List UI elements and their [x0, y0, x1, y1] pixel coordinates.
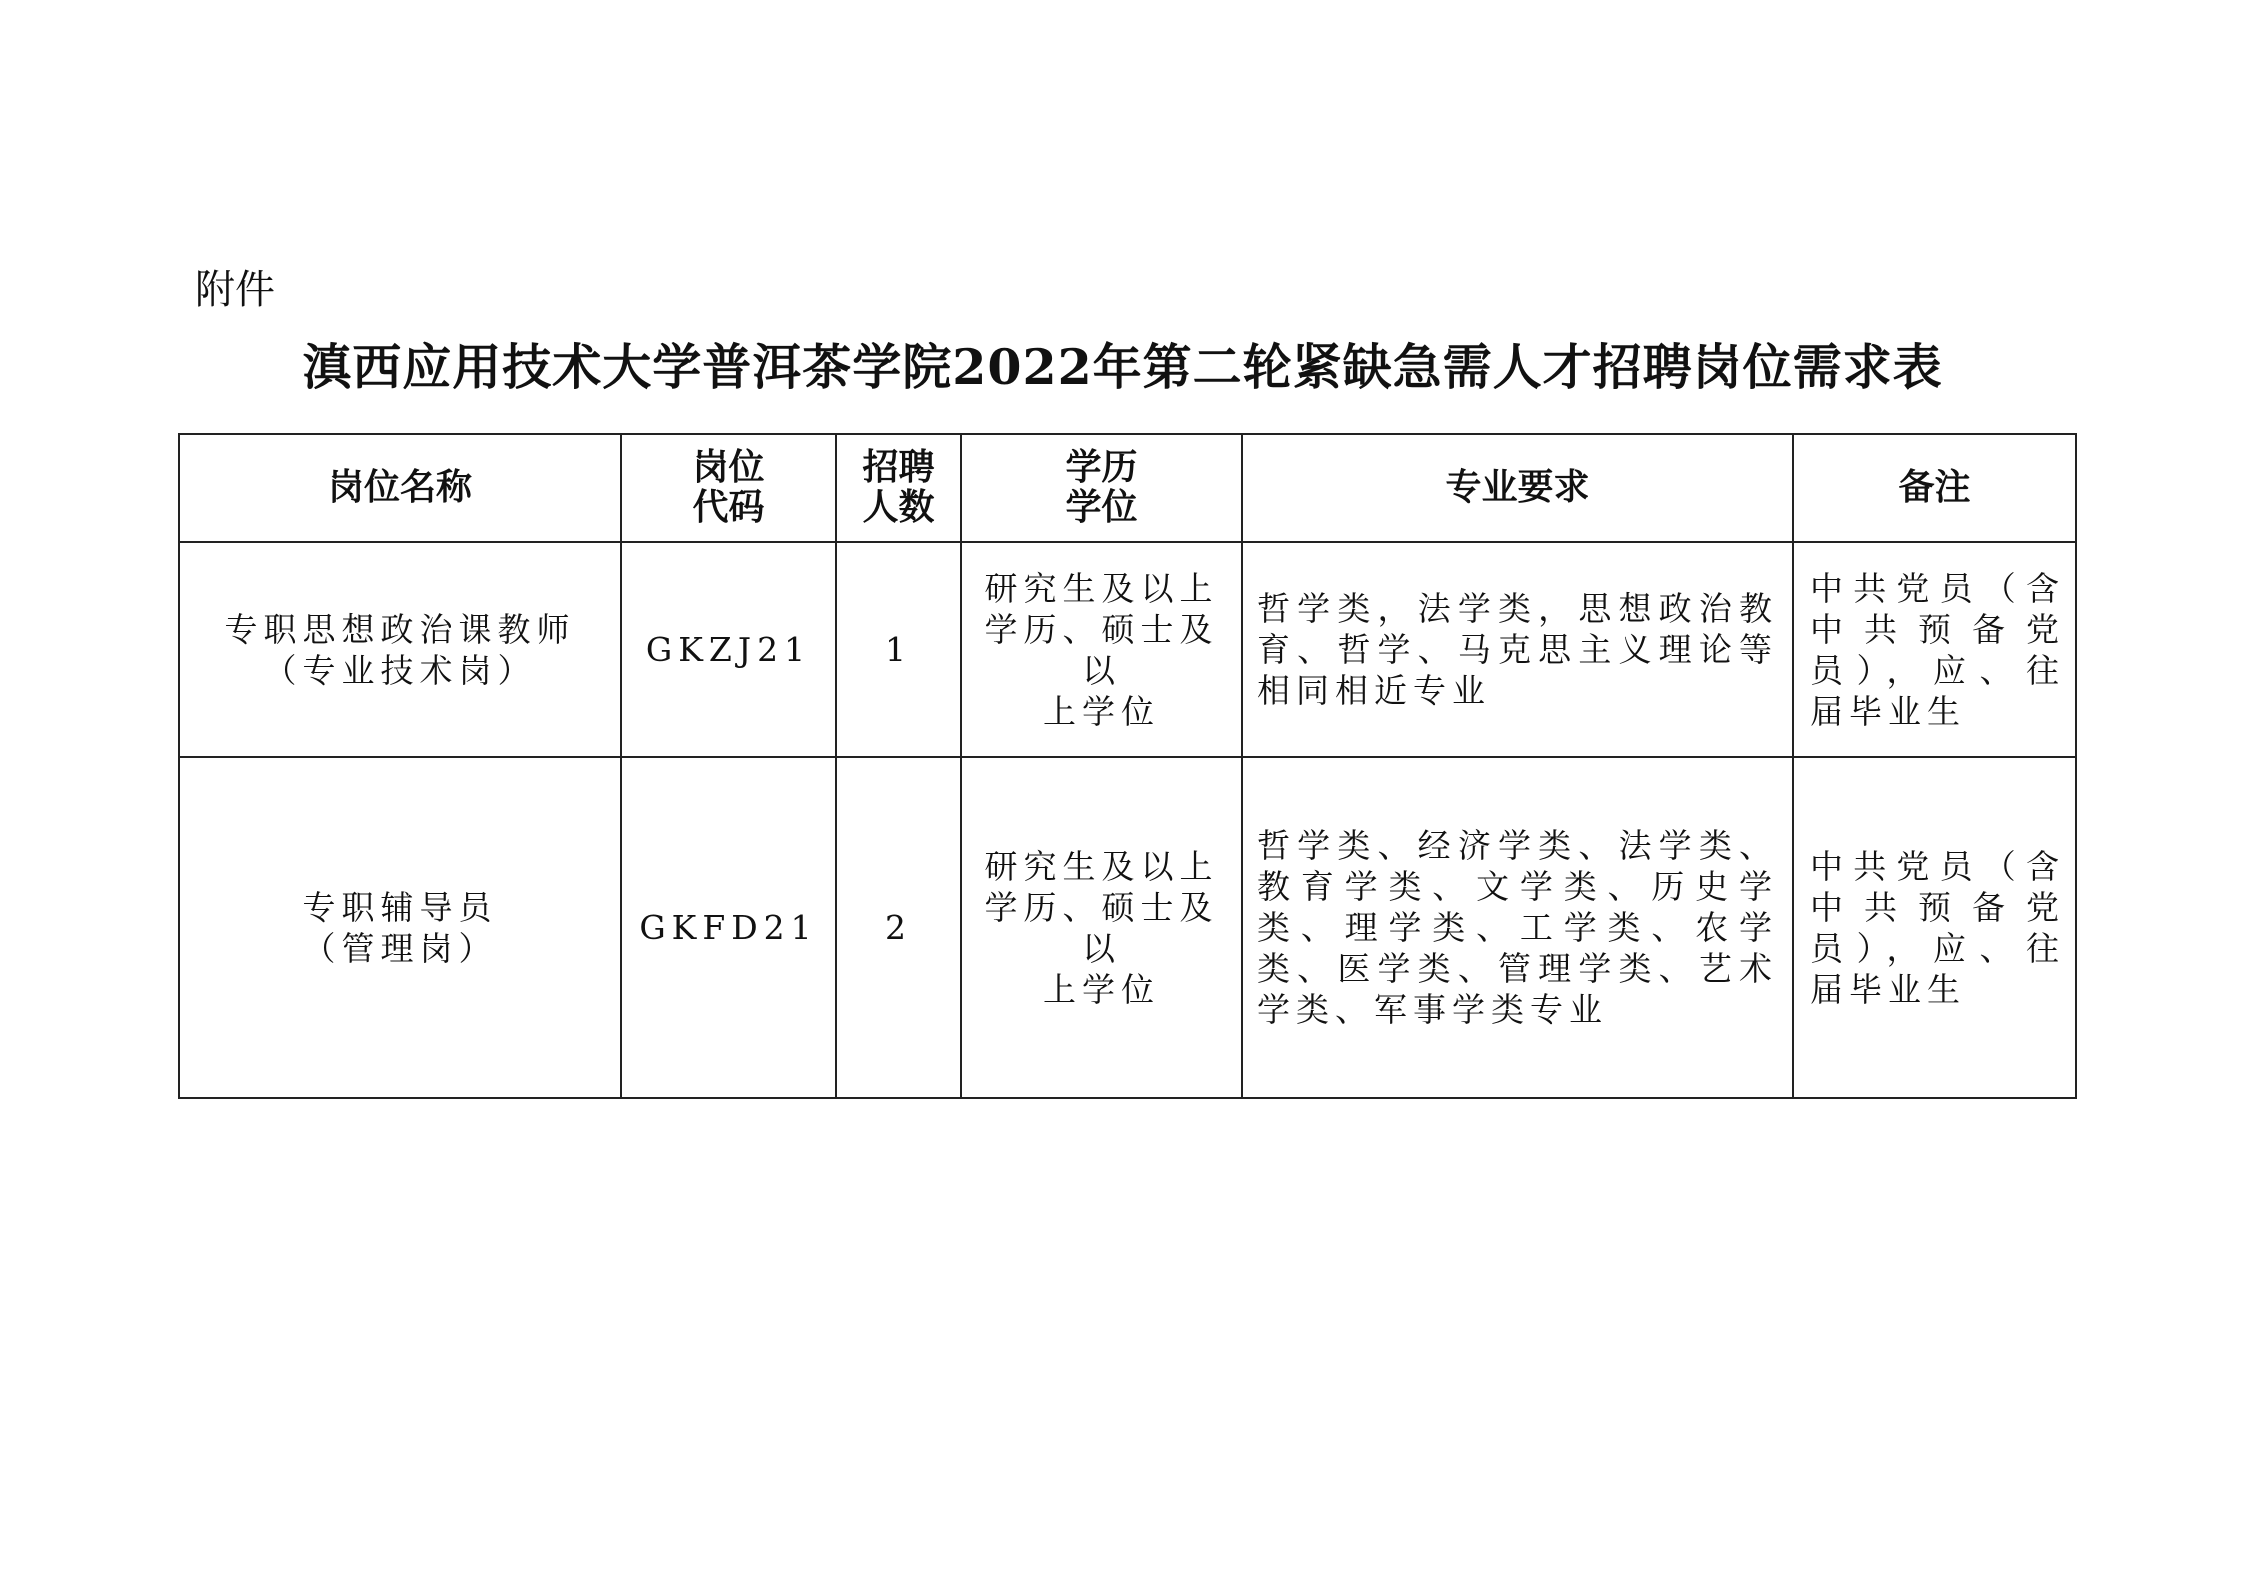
cell-major-requirements: 哲学类，法学类，思想政治教育、哲学、马克思主义理论等相同相近专业	[1242, 542, 1793, 757]
education-line-2: 学历、硕士及以	[984, 887, 1219, 968]
education-line-1: 研究生及以上	[984, 846, 1219, 886]
cell-education	[961, 757, 1242, 1098]
header-education-line-2: 学位	[1065, 487, 1138, 528]
header-education-degree	[961, 434, 1242, 542]
header-position-name-text: 岗位名称	[327, 467, 472, 508]
table-row	[179, 757, 2076, 1098]
header-remarks-text: 备注	[1898, 467, 1971, 508]
education-line-3: 上学位	[1043, 969, 1160, 1009]
position-name-line-2: （专业技术岗）	[263, 650, 537, 690]
position-name-line-1: 专职辅导员	[302, 887, 498, 927]
header-education-line-1: 学历	[1065, 447, 1138, 488]
header-position-code-line-1: 岗位	[692, 447, 765, 488]
cell-position-name	[179, 542, 621, 757]
cell-position-code: GKZJ21	[621, 542, 836, 757]
header-hire-count	[836, 434, 961, 542]
cell-remarks: 中共党员（含中共预备党员），应、往届毕业生	[1793, 757, 2076, 1098]
document-title: 滇西应用技术大学普洱茶学院2022年第二轮紧缺急需人才招聘岗位需求表	[302, 338, 1943, 396]
cell-remarks: 中共党员（含中共预备党员），应、往届毕业生	[1793, 542, 2076, 757]
recruitment-requirements-table	[178, 433, 2077, 1099]
header-major-requirements	[1242, 434, 1793, 542]
header-major-text: 专业要求	[1445, 467, 1590, 508]
table-header-row	[179, 434, 2076, 542]
cell-position-code: GKFD21	[621, 757, 836, 1098]
cell-major-requirements: 哲学类、经济学类、法学类、教育学类、文学类、历史学类、理学类、工学类、农学类、医学类、管理学类、艺术学类、军事学类专业	[1242, 757, 1793, 1098]
header-remarks	[1793, 434, 2076, 542]
attachment-label: 附件	[195, 267, 275, 313]
position-name-line-1: 专职思想政治课教师	[224, 609, 576, 649]
education-line-2: 学历、硕士及以	[984, 609, 1219, 690]
cell-position-name	[179, 757, 621, 1098]
position-name-line-2: （管理岗）	[302, 928, 498, 968]
education-line-3: 上学位	[1043, 691, 1160, 731]
cell-hire-count: 2	[836, 757, 961, 1098]
header-position-code-line-2: 代码	[692, 487, 765, 528]
header-hire-count-line-1: 招聘	[862, 447, 935, 488]
education-line-1: 研究生及以上	[984, 568, 1219, 608]
header-hire-count-line-2: 人数	[862, 487, 935, 528]
header-position-name	[179, 434, 621, 542]
cell-education	[961, 542, 1242, 757]
table-row	[179, 542, 2076, 757]
cell-hire-count: 1	[836, 542, 961, 757]
header-position-code	[621, 434, 836, 542]
